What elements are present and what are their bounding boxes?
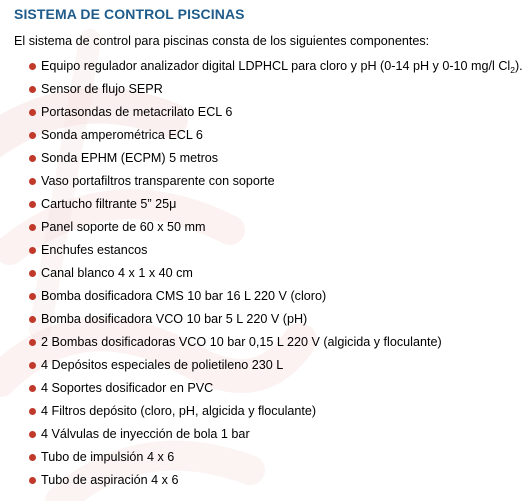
list-item-text: Sonda EPHM (ECPM) 5 metros bbox=[41, 151, 219, 165]
list-item bbox=[0, 447, 523, 470]
bullet-icon bbox=[29, 431, 36, 438]
bullet-icon bbox=[29, 454, 36, 461]
list-item-text: Panel soporte de 60 x 50 mm bbox=[41, 220, 206, 234]
list-item bbox=[0, 171, 523, 194]
list-item-text: Sonda amperométrica ECL 6 bbox=[41, 128, 203, 142]
list-item bbox=[0, 355, 523, 378]
list-item bbox=[0, 470, 523, 493]
bullet-icon bbox=[29, 362, 36, 369]
list-item bbox=[0, 286, 523, 309]
bullet-icon bbox=[29, 224, 36, 231]
list-item-text: Bomba dosificadora CMS 10 bar 16 L 220 V (cloro) bbox=[41, 289, 327, 303]
bullet-icon bbox=[29, 109, 36, 116]
list-item-text: Enchufes estancos bbox=[41, 243, 148, 257]
bullet-icon bbox=[29, 132, 36, 139]
list-item-text: Tubo de impulsión 4 x 6 bbox=[41, 450, 175, 464]
document-title: SISTEMA DE CONTROL PISCINAS bbox=[14, 6, 245, 22]
list-item bbox=[0, 378, 523, 401]
list-item-text: Tubo de aspiración 4 x 6 bbox=[41, 473, 179, 487]
bullet-icon bbox=[29, 477, 36, 484]
list-item bbox=[0, 79, 523, 102]
bullet-icon bbox=[29, 155, 36, 162]
list-item-text: 2 Bombas dosificadoras VCO 10 bar 0,15 L 220 V (algicida y floculante) bbox=[41, 335, 442, 349]
list-item bbox=[0, 240, 523, 263]
list-item bbox=[0, 102, 523, 125]
list-item bbox=[0, 309, 523, 332]
list-item bbox=[0, 263, 523, 286]
list-item bbox=[0, 424, 523, 447]
list-item-text: Portasondas de metacrilato ECL 6 bbox=[41, 105, 233, 119]
list-item-text: Sensor de flujo SEPR bbox=[41, 82, 163, 96]
component-list bbox=[0, 56, 523, 493]
list-item bbox=[0, 401, 523, 424]
list-item-text: Cartucho filtrante 5” 25μ bbox=[41, 197, 177, 211]
list-item-text: 4 Soportes dosificador en PVC bbox=[41, 381, 214, 395]
list-item bbox=[0, 217, 523, 240]
list-item-text: 4 Depósitos especiales de polietileno 230 L bbox=[41, 358, 284, 372]
list-item-text: 4 Filtros depósito (cloro, pH, algicida y floculante) bbox=[41, 404, 317, 418]
bullet-icon bbox=[29, 270, 36, 277]
bullet-icon bbox=[29, 247, 36, 254]
bullet-icon bbox=[29, 86, 36, 93]
bullet-icon bbox=[29, 293, 36, 300]
list-item-text: 4 Válvulas de inyección de bola 1 bar bbox=[41, 427, 250, 441]
intro-text: El sistema de control para piscinas consta de los siguientes componentes: bbox=[14, 34, 430, 48]
list-item bbox=[0, 125, 523, 148]
bullet-icon bbox=[29, 385, 36, 392]
bullet-icon bbox=[29, 201, 36, 208]
list-item-text: Bomba dosificadora VCO 10 bar 5 L 220 V (pH) bbox=[41, 312, 308, 326]
list-item bbox=[0, 332, 523, 355]
bullet-icon bbox=[29, 178, 36, 185]
list-item-text: Equipo regulador analizador digital LDPHCL para cloro y pH (0-14 pH y 0-10 mg/l Cl bbox=[41, 59, 511, 73]
bullet-icon bbox=[29, 339, 36, 346]
list-item bbox=[0, 194, 523, 217]
bullet-icon bbox=[29, 63, 36, 70]
suffix-text: ). bbox=[514, 59, 523, 73]
list-item bbox=[0, 148, 523, 171]
list-item-text: Vaso portafiltros transparente con soporte bbox=[41, 174, 275, 188]
list-item-text: Canal blanco 4 x 1 x 40 cm bbox=[41, 266, 193, 280]
bullet-icon bbox=[29, 408, 36, 415]
list-item bbox=[0, 56, 523, 79]
subscript-text: 2 bbox=[510, 65, 515, 75]
bullet-icon bbox=[29, 316, 36, 323]
